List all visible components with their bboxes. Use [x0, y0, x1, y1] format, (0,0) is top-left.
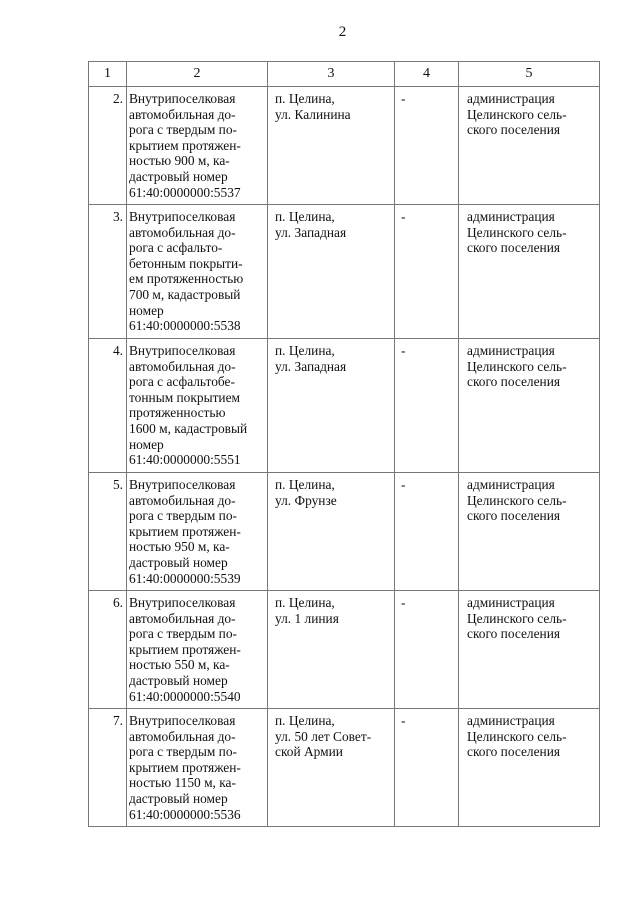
road-description-line: крытием протяжен- — [129, 523, 241, 539]
document-cell: - — [395, 205, 459, 339]
table-row — [89, 709, 600, 827]
road-description-line: 61:40:0000000:5551 — [129, 452, 241, 468]
road-description-line: дастровый номер — [129, 672, 228, 688]
road-description-cell — [127, 339, 268, 473]
owner-line: администрация — [467, 713, 555, 728]
address-cell — [268, 591, 395, 709]
owner-line: Целинского сель- — [467, 610, 567, 626]
road-description-line: ностью 1150 м, ка- — [129, 775, 236, 791]
road-description-line: Внутрипоселковая — [129, 343, 236, 358]
address-line: ул. Фрунзе — [275, 492, 337, 508]
road-description-line: протяженностью — [129, 405, 226, 421]
document-cell: - — [395, 473, 459, 591]
road-description-line: Внутрипоселковая — [129, 91, 236, 106]
row-number-cell: 5. — [89, 473, 127, 591]
row-number-cell: 7. — [89, 709, 127, 827]
address-line: ской Армии — [275, 744, 343, 760]
road-description-line: ностью 900 м, ка- — [129, 153, 230, 169]
document-cell: - — [395, 87, 459, 205]
road-description-line: номер — [129, 302, 164, 318]
road-description-line: автомобильная до- — [129, 358, 236, 374]
road-description-line: Внутрипоселковая — [129, 209, 236, 224]
address-cell — [268, 473, 395, 591]
road-description-line: дастровый номер — [129, 554, 228, 570]
roads-registry-table — [88, 61, 600, 827]
road-description-line: 700 м, кадастровый — [129, 286, 241, 302]
column-header-4: 4 — [395, 62, 459, 87]
road-description-line: ностью 550 м, ка- — [129, 657, 230, 673]
road-description-line: бетонным покрыти- — [129, 255, 243, 271]
table-row — [89, 87, 600, 205]
owner-line: ского поселения — [467, 626, 561, 642]
road-description-line: номер — [129, 436, 164, 452]
owner-cell — [459, 205, 600, 339]
road-description-line: тонным покрытием — [129, 389, 241, 405]
document-cell: - — [395, 709, 459, 827]
owner-line: администрация — [467, 209, 555, 224]
road-description-line: автомобильная до- — [129, 728, 236, 744]
road-description-line: 61:40:0000000:5539 — [129, 570, 241, 586]
address-line: п. Целина, — [275, 91, 335, 106]
document-cell: - — [395, 339, 459, 473]
road-description-line: рога с твердым по- — [129, 744, 237, 760]
owner-line: администрация — [467, 477, 555, 492]
road-description-line: Внутрипоселковая — [129, 595, 236, 610]
owner-line: администрация — [467, 91, 555, 106]
owner-line: ского поселения — [467, 508, 561, 524]
road-description-line: автомобильная до- — [129, 224, 236, 240]
owner-cell — [459, 87, 600, 205]
row-number-cell: 6. — [89, 591, 127, 709]
address-line: п. Целина, — [275, 595, 335, 610]
road-description-line: ностью 950 м, ка- — [129, 539, 230, 555]
owner-cell — [459, 339, 600, 473]
owner-line: ского поселения — [467, 240, 561, 256]
owner-line: Целинского сель- — [467, 492, 567, 508]
road-description-line: рога с твердым по- — [129, 626, 237, 642]
road-description-cell — [127, 473, 268, 591]
table-row — [89, 205, 600, 339]
owner-line: ского поселения — [467, 374, 561, 390]
road-description-cell — [127, 591, 268, 709]
address-cell — [268, 339, 395, 473]
road-description-line: дастровый номер — [129, 790, 228, 806]
road-description-line: рога с твердым по- — [129, 122, 237, 138]
owner-line: ского поселения — [467, 122, 561, 138]
road-description-line: крытием протяжен- — [129, 759, 241, 775]
owner-cell — [459, 473, 600, 591]
road-description-cell — [127, 87, 268, 205]
owner-line: Целинского сель- — [467, 358, 567, 374]
road-description-line: автомобильная до- — [129, 106, 236, 122]
table-row — [89, 339, 600, 473]
column-header-2: 2 — [127, 62, 268, 87]
address-line: п. Целина, — [275, 713, 335, 728]
owner-line: Целинского сель- — [467, 106, 567, 122]
road-description-line: крытием протяжен- — [129, 137, 241, 153]
address-line: ул. Калинина — [275, 106, 351, 122]
road-description-line: 1600 м, кадастровый — [129, 420, 248, 436]
owner-line: Целинского сель- — [467, 224, 567, 240]
table-row — [89, 591, 600, 709]
road-description-line: дастровый номер — [129, 168, 228, 184]
address-cell — [268, 709, 395, 827]
address-line: п. Целина, — [275, 209, 335, 224]
address-line: ул. Западная — [275, 224, 347, 240]
road-description-line: рога с асфальто- — [129, 240, 223, 256]
road-description-line: Внутрипоселковая — [129, 477, 236, 492]
table-row — [89, 473, 600, 591]
address-line: ул. Западная — [275, 358, 347, 374]
column-header-1: 1 — [89, 62, 127, 87]
owner-cell — [459, 591, 600, 709]
owner-cell — [459, 709, 600, 827]
row-number-cell: 3. — [89, 205, 127, 339]
owner-line: Целинского сель- — [467, 728, 567, 744]
road-description-cell — [127, 709, 268, 827]
road-description-cell — [127, 205, 268, 339]
row-number-cell: 4. — [89, 339, 127, 473]
page-number: 2 — [338, 24, 347, 40]
road-description-line: рога с твердым по- — [129, 508, 237, 524]
owner-line: ского поселения — [467, 744, 561, 760]
address-line: ул. 1 линия — [275, 610, 339, 626]
road-description-line: Внутрипоселковая — [129, 713, 236, 728]
road-description-line: крытием протяжен- — [129, 641, 241, 657]
road-description-line: 61:40:0000000:5540 — [129, 688, 241, 704]
row-number-cell: 2. — [89, 87, 127, 205]
road-description-line: 61:40:0000000:5538 — [129, 318, 241, 334]
address-line: ул. 50 лет Совет- — [275, 728, 372, 744]
address-line: п. Целина, — [275, 343, 335, 358]
road-description-line: ем протяженностью — [129, 271, 244, 287]
document-cell: - — [395, 591, 459, 709]
address-cell — [268, 205, 395, 339]
road-description-line: рога с асфальтобе- — [129, 374, 235, 390]
column-header-5: 5 — [459, 62, 600, 87]
address-cell — [268, 87, 395, 205]
road-description-line: 61:40:0000000:5537 — [129, 184, 241, 200]
address-line: п. Целина, — [275, 477, 335, 492]
column-header-3: 3 — [268, 62, 395, 87]
table-header-row — [89, 62, 600, 87]
owner-line: администрация — [467, 343, 555, 358]
road-description-line: автомобильная до- — [129, 492, 236, 508]
road-description-line: автомобильная до- — [129, 610, 236, 626]
owner-line: администрация — [467, 595, 555, 610]
road-description-line: 61:40:0000000:5536 — [129, 806, 241, 822]
